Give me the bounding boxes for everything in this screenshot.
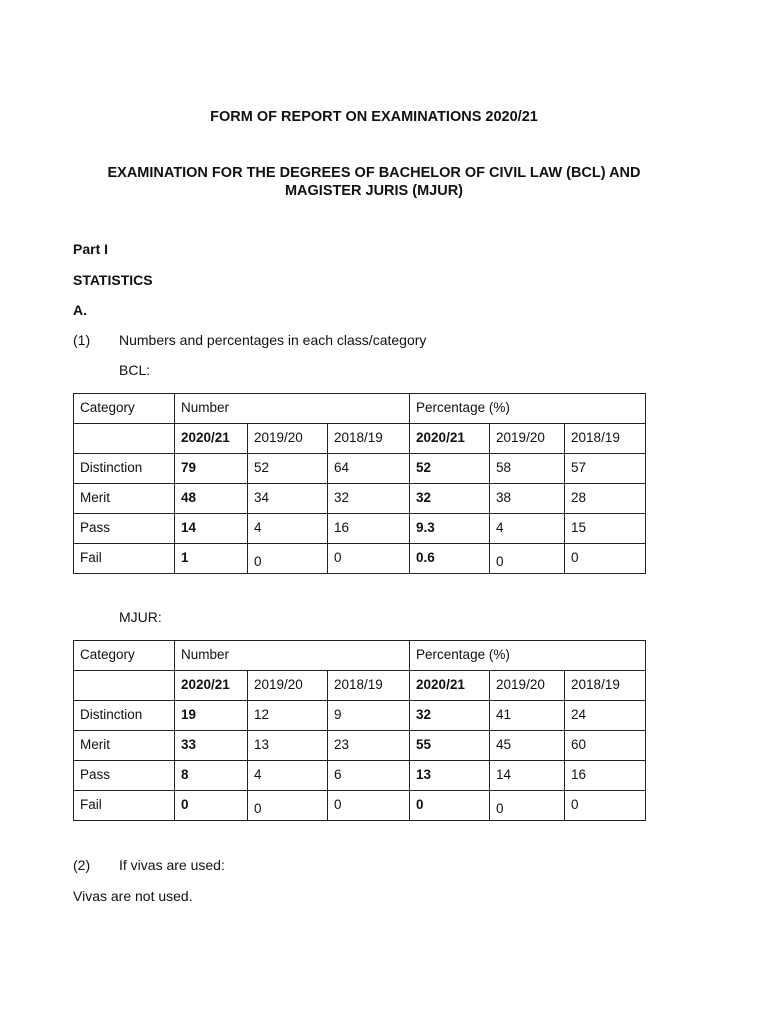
year-cell: 2019/20 <box>248 671 328 701</box>
row-category: Fail <box>74 544 175 574</box>
cell-value: 32 <box>410 484 490 514</box>
cell-value: 0 <box>248 791 328 821</box>
cell-value: 28 <box>565 484 646 514</box>
cell-value: 52 <box>248 454 328 484</box>
year-cell: 2020/21 <box>410 424 490 454</box>
table-row <box>74 761 646 791</box>
table-row <box>74 701 646 731</box>
cell-value: 16 <box>328 514 410 544</box>
table-row <box>74 454 646 484</box>
cell-value: 32 <box>328 484 410 514</box>
row-category: Merit <box>74 731 175 761</box>
cell-value: 0.6 <box>410 544 490 574</box>
table-header-row <box>74 394 646 424</box>
item-2-text: If vivas are used: <box>119 857 225 873</box>
cell-value: 41 <box>490 701 565 731</box>
cell-value: 23 <box>328 731 410 761</box>
cell-value: 24 <box>565 701 646 731</box>
cell-value: 0 <box>248 544 328 574</box>
year-cell: 2019/20 <box>248 424 328 454</box>
row-category: Distinction <box>74 454 175 484</box>
part-heading: Part I <box>73 241 109 257</box>
year-cell: 2019/20 <box>490 424 565 454</box>
cell-value: 52 <box>410 454 490 484</box>
document-subtitle: EXAMINATION FOR THE DEGREES OF BACHELOR OF CIVIL LAW (BCL) AND MAGISTER JURIS (MJUR) <box>107 165 641 199</box>
header-number: Number <box>175 641 410 671</box>
cell-value: 4 <box>490 514 565 544</box>
mjur-label: MJUR: <box>119 609 162 625</box>
mjur-table <box>73 640 646 821</box>
cell-value: 13 <box>410 761 490 791</box>
row-category: Pass <box>74 761 175 791</box>
header-category: Category <box>74 641 175 671</box>
cell-value: 8 <box>175 761 248 791</box>
row-category: Distinction <box>74 701 175 731</box>
cell-value: 0 <box>328 791 410 821</box>
table-row <box>74 791 646 821</box>
cell-value: 58 <box>490 454 565 484</box>
cell-value: 48 <box>175 484 248 514</box>
cell-value: 0 <box>175 791 248 821</box>
cell-value: 16 <box>565 761 646 791</box>
cell-value: 45 <box>490 731 565 761</box>
table-row <box>74 731 646 761</box>
table-header-row <box>74 641 646 671</box>
year-cell: 2018/19 <box>565 671 646 701</box>
row-category: Pass <box>74 514 175 544</box>
empty-cell <box>74 424 175 454</box>
cell-value: 13 <box>248 731 328 761</box>
cell-value: 14 <box>490 761 565 791</box>
header-category: Category <box>74 394 175 424</box>
year-cell: 2018/19 <box>565 424 646 454</box>
table-years-row <box>74 424 646 454</box>
item-1-text: Numbers and percentages in each class/category <box>119 332 427 348</box>
table-row <box>74 544 646 574</box>
cell-value: 0 <box>490 544 565 574</box>
header-number: Number <box>175 394 410 424</box>
cell-value: 9 <box>328 701 410 731</box>
cell-value: 9.3 <box>410 514 490 544</box>
cell-value: 34 <box>248 484 328 514</box>
subsection-heading: A. <box>73 302 87 318</box>
cell-value: 79 <box>175 454 248 484</box>
empty-cell <box>74 671 175 701</box>
cell-value: 4 <box>248 514 328 544</box>
cell-value: 55 <box>410 731 490 761</box>
cell-value: 0 <box>490 791 565 821</box>
cell-value: 57 <box>565 454 646 484</box>
cell-value: 19 <box>175 701 248 731</box>
cell-value: 4 <box>248 761 328 791</box>
cell-value: 15 <box>565 514 646 544</box>
cell-value: 1 <box>175 544 248 574</box>
bcl-table <box>73 393 646 574</box>
cell-value: 14 <box>175 514 248 544</box>
table-row <box>74 484 646 514</box>
year-cell: 2020/21 <box>410 671 490 701</box>
cell-value: 0 <box>328 544 410 574</box>
table-years-row <box>74 671 646 701</box>
item-2-number: (2) <box>73 857 91 873</box>
year-cell: 2019/20 <box>490 671 565 701</box>
cell-value: 33 <box>175 731 248 761</box>
cell-value: 38 <box>490 484 565 514</box>
cell-value: 12 <box>248 701 328 731</box>
year-cell: 2020/21 <box>175 424 248 454</box>
year-cell: 2018/19 <box>328 424 410 454</box>
item-1-number: (1) <box>73 332 91 348</box>
cell-value: 0 <box>410 791 490 821</box>
cell-value: 60 <box>565 731 646 761</box>
bcl-label: BCL: <box>119 362 151 378</box>
cell-value: 32 <box>410 701 490 731</box>
document-title: FORM OF REPORT ON EXAMINATIONS 2020/21 <box>210 109 538 125</box>
table-row <box>74 514 646 544</box>
header-percentage: Percentage (%) <box>410 641 646 671</box>
header-percentage: Percentage (%) <box>410 394 646 424</box>
cell-value: 64 <box>328 454 410 484</box>
row-category: Fail <box>74 791 175 821</box>
vivas-note: Vivas are not used. <box>73 888 193 904</box>
cell-value: 0 <box>565 791 646 821</box>
year-cell: 2020/21 <box>175 671 248 701</box>
cell-value: 0 <box>565 544 646 574</box>
row-category: Merit <box>74 484 175 514</box>
year-cell: 2018/19 <box>328 671 410 701</box>
cell-value: 6 <box>328 761 410 791</box>
section-heading: STATISTICS <box>73 272 153 288</box>
